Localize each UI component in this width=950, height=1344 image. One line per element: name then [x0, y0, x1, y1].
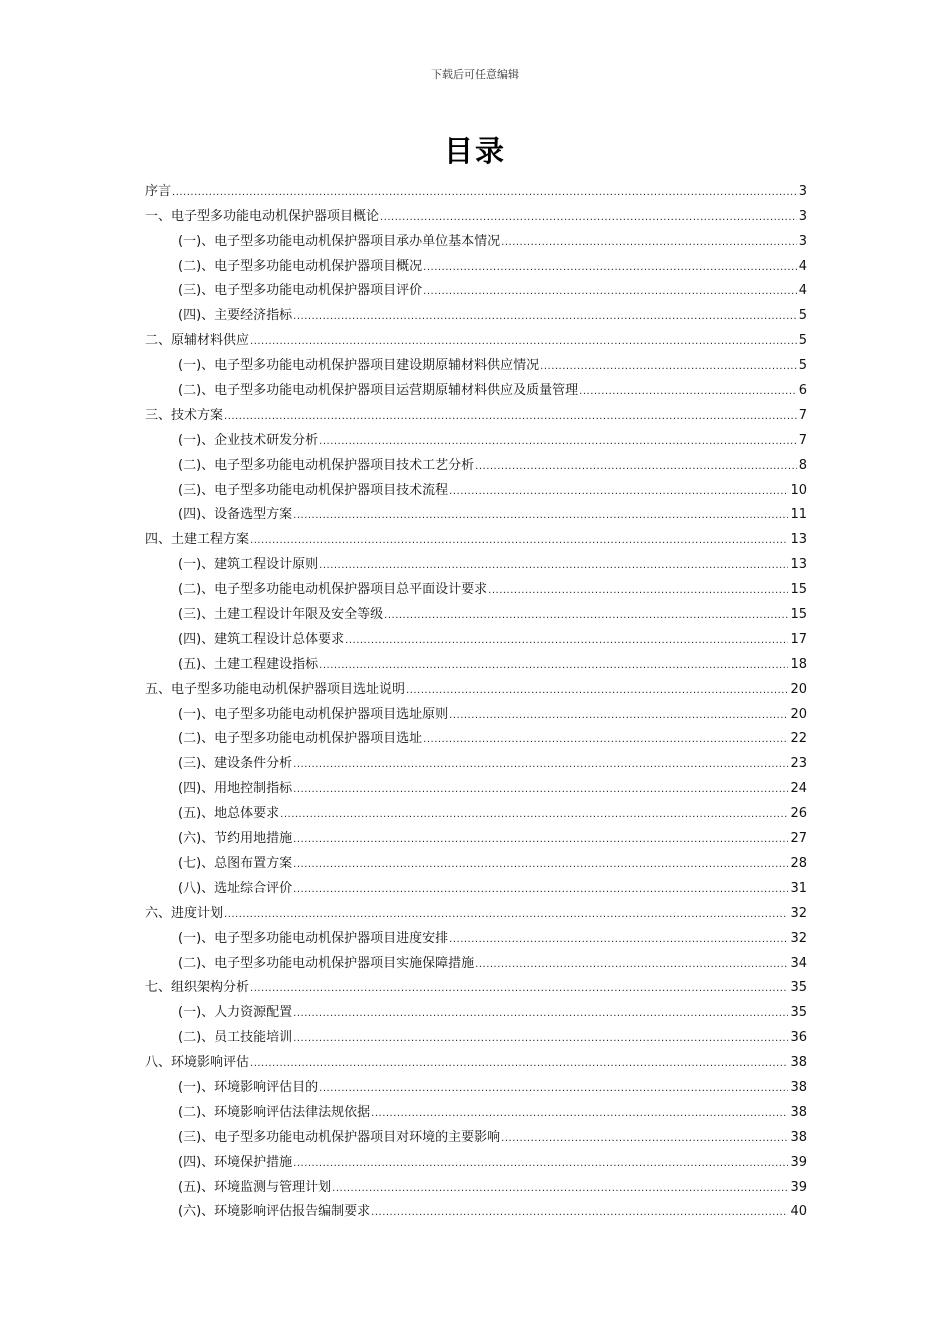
toc-entry-label[interactable]: 序言 — [145, 183, 172, 199]
toc-entry-label[interactable]: (二)、环境影响评估法律法规依据 — [178, 1104, 371, 1120]
toc-entry-page-number[interactable]: 18 — [790, 656, 807, 672]
toc-dot-leader — [384, 609, 788, 623]
toc-entry-subsection[interactable] — [145, 724, 807, 749]
toc-dot-leader — [250, 534, 788, 548]
toc-dot-leader — [371, 1107, 788, 1121]
toc-entry-label[interactable]: 六、进度计划 — [145, 905, 224, 921]
toc-entry-page-number[interactable]: 6 — [798, 383, 807, 399]
toc-entry-page-number[interactable]: 36 — [790, 1030, 807, 1046]
toc-entry-subsection[interactable] — [145, 997, 807, 1022]
toc-entry-label[interactable]: 四、土建工程方案 — [145, 532, 250, 548]
toc-entry-label[interactable]: (二)、电子型多功能电动机保护器项目运营期原辅材料供应及质量管理 — [178, 383, 579, 399]
toc-dot-leader — [319, 559, 788, 573]
toc-entry-subsection[interactable] — [145, 1147, 807, 1172]
toc-dot-leader — [293, 783, 788, 797]
toc-entry-section[interactable] — [145, 898, 807, 923]
toc-entry-page-number[interactable]: 5 — [798, 333, 807, 349]
toc-entry-page-number[interactable]: 7 — [798, 407, 807, 423]
toc-entry-page-number[interactable]: 38 — [790, 1055, 807, 1071]
toc-dot-leader — [345, 634, 788, 648]
toc-dot-leader — [293, 858, 788, 872]
toc-dot-leader — [423, 285, 797, 299]
toc-dot-leader — [250, 982, 788, 996]
toc-dot-leader — [423, 261, 797, 275]
toc-entry-page-number[interactable]: 28 — [790, 855, 807, 871]
toc-entry-page-number[interactable]: 3 — [798, 208, 807, 224]
toc-entry-label[interactable]: (四)、主要经济指标 — [178, 308, 293, 324]
toc-entry-label[interactable]: (五)、地总体要求 — [178, 806, 280, 822]
toc-entry-page-number[interactable]: 31 — [790, 880, 807, 896]
toc-dot-leader — [293, 833, 788, 847]
toc-entry-label[interactable]: (二)、电子型多功能电动机保护器项目实施保障措施 — [178, 955, 475, 971]
toc-dot-leader — [293, 758, 788, 772]
toc-dot-leader — [224, 410, 797, 424]
toc-entry-subsection[interactable] — [145, 500, 807, 525]
toc-entry-page-number[interactable]: 26 — [790, 806, 807, 822]
toc-entry-label[interactable]: (一)、电子型多功能电动机保护器项目承办单位基本情况 — [178, 233, 501, 249]
toc-entry-page-number[interactable]: 4 — [798, 283, 807, 299]
toc-entry-label[interactable]: (三)、建设条件分析 — [178, 756, 293, 772]
toc-entry-label[interactable]: (二)、电子型多功能电动机保护器项目技术工艺分析 — [178, 457, 475, 473]
toc-dot-leader — [579, 385, 797, 399]
toc-entry-page-number[interactable]: 20 — [790, 681, 807, 697]
toc-entry-section[interactable] — [145, 325, 807, 350]
toc-entry-page-number[interactable]: 40 — [790, 1204, 807, 1220]
toc-dot-leader — [319, 435, 797, 449]
toc-entry-subsection[interactable] — [145, 1072, 807, 1097]
toc-entry-subsection[interactable] — [145, 1197, 807, 1222]
toc-entry-subsection[interactable] — [145, 251, 807, 276]
toc-entry-label[interactable]: (三)、电子型多功能电动机保护器项目技术流程 — [178, 482, 449, 498]
toc-entry-label[interactable]: (二)、电子型多功能电动机保护器项目选址 — [178, 731, 423, 747]
toc-entry-page-number[interactable]: 4 — [798, 258, 807, 274]
toc-entry-page-number[interactable]: 35 — [790, 1005, 807, 1021]
toc-dot-leader — [449, 485, 788, 499]
toc-dot-leader — [293, 883, 788, 897]
toc-entry-subsection[interactable] — [145, 375, 807, 400]
toc-title: 目录 — [443, 134, 506, 168]
header-note: 下载后可任意编辑 — [431, 68, 519, 81]
toc-entry-subsection[interactable] — [145, 599, 807, 624]
toc-entry-page-number[interactable]: 10 — [790, 482, 807, 498]
toc-entry-label[interactable]: (二)、电子型多功能电动机保护器项目总平面设计要求 — [178, 582, 488, 598]
toc-entry-subsection[interactable] — [145, 873, 807, 898]
toc-entry-label[interactable]: (六)、节约用地措施 — [178, 831, 293, 847]
toc-entry-page-number[interactable]: 15 — [790, 582, 807, 598]
toc-dot-leader — [380, 211, 797, 225]
toc-list — [145, 176, 807, 1221]
toc-dot-leader — [319, 1082, 788, 1096]
toc-entry-subsection[interactable] — [145, 450, 807, 475]
toc-entry-subsection[interactable] — [145, 948, 807, 973]
toc-entry-section[interactable] — [145, 400, 807, 425]
toc-entry-subsection[interactable] — [145, 425, 807, 450]
toc-entry-label[interactable]: (二)、电子型多功能电动机保护器项目概况 — [178, 258, 423, 274]
toc-dot-leader — [332, 1182, 788, 1196]
toc-entry-label[interactable]: (一)、电子型多功能电动机保护器项目进度安排 — [178, 930, 449, 946]
toc-entry-subsection[interactable] — [145, 549, 807, 574]
toc-dot-leader — [406, 684, 788, 698]
toc-entry-label[interactable]: (四)、环境保护措施 — [178, 1154, 293, 1170]
toc-entry-label[interactable]: (三)、电子型多功能电动机保护器项目对环境的主要影响 — [178, 1129, 501, 1145]
toc-entry-page-number[interactable]: 8 — [798, 457, 807, 473]
toc-entry-subsection[interactable] — [145, 848, 807, 873]
toc-entry-page-number[interactable]: 32 — [790, 930, 807, 946]
toc-entry-label[interactable]: (二)、员工技能培训 — [178, 1030, 293, 1046]
toc-entry-page-number[interactable]: 3 — [798, 183, 807, 199]
toc-entry-page-number[interactable]: 39 — [790, 1179, 807, 1195]
toc-entry-subsection[interactable] — [145, 1022, 807, 1047]
toc-entry-subsection[interactable] — [145, 699, 807, 724]
toc-entry-page-number[interactable]: 38 — [790, 1079, 807, 1095]
toc-entry-label[interactable]: (四)、用地控制指标 — [178, 781, 293, 797]
toc-dot-leader — [501, 1132, 788, 1146]
toc-entry-label[interactable]: (一)、电子型多功能电动机保护器项目建设期原辅材料供应情况 — [178, 358, 540, 374]
toc-entry-page-number[interactable]: 39 — [790, 1154, 807, 1170]
toc-entry-section[interactable] — [145, 674, 807, 699]
toc-dot-leader — [293, 310, 797, 324]
toc-entry-page-number[interactable]: 7 — [798, 432, 807, 448]
toc-dot-leader — [172, 186, 797, 200]
toc-entry-subsection[interactable] — [145, 1097, 807, 1122]
toc-dot-leader — [293, 509, 788, 523]
toc-dot-leader — [475, 958, 788, 972]
toc-entry-label[interactable]: (三)、电子型多功能电动机保护器项目评价 — [178, 283, 423, 299]
toc-entry-label[interactable]: (五)、土建工程建设指标 — [178, 656, 319, 672]
toc-entry-subsection[interactable] — [145, 773, 807, 798]
toc-entry-subsection[interactable] — [145, 748, 807, 773]
toc-dot-leader — [449, 933, 788, 947]
toc-entry-subsection[interactable] — [145, 823, 807, 848]
toc-entry-subsection[interactable] — [145, 798, 807, 823]
toc-entry-label[interactable]: (四)、建筑工程设计总体要求 — [178, 631, 345, 647]
toc-entry-label[interactable]: (六)、环境影响评估报告编制要求 — [178, 1204, 371, 1220]
toc-dot-leader — [293, 1157, 788, 1171]
toc-entry-section[interactable] — [145, 1047, 807, 1072]
toc-entry-page-number[interactable]: 15 — [790, 607, 807, 623]
toc-entry-label[interactable]: (四)、设备选型方案 — [178, 507, 293, 523]
toc-entry-label[interactable]: (一)、建筑工程设计原则 — [178, 557, 319, 573]
toc-entry-section[interactable] — [145, 973, 807, 998]
toc-entry-section[interactable] — [145, 201, 807, 226]
toc-entry-label[interactable]: (一)、人力资源配置 — [178, 1005, 293, 1021]
toc-entry-page-number[interactable]: 17 — [790, 631, 807, 647]
toc-entry-label[interactable]: 三、技术方案 — [145, 407, 224, 423]
toc-dot-leader — [250, 335, 797, 349]
toc-entry-subsection[interactable] — [145, 649, 807, 674]
toc-entry-label[interactable]: (一)、企业技术研发分析 — [178, 432, 319, 448]
toc-entry-page-number[interactable]: 20 — [790, 706, 807, 722]
toc-entry-subsection[interactable] — [145, 1122, 807, 1147]
toc-entry-subsection[interactable] — [145, 1172, 807, 1197]
toc-entry-subsection[interactable] — [145, 475, 807, 500]
toc-dot-leader — [319, 659, 788, 673]
toc-entry-subsection[interactable] — [145, 300, 807, 325]
toc-entry-page-number[interactable]: 23 — [790, 756, 807, 772]
toc-entry-page-number[interactable]: 13 — [790, 532, 807, 548]
toc-dot-leader — [224, 908, 788, 922]
toc-entry-page-number[interactable]: 38 — [790, 1129, 807, 1145]
toc-entry-page-number[interactable]: 34 — [790, 955, 807, 971]
toc-entry-label[interactable]: 七、组织架构分析 — [145, 980, 250, 996]
toc-entry-page-number[interactable]: 27 — [790, 831, 807, 847]
toc-entry-page-number[interactable]: 32 — [790, 905, 807, 921]
toc-dot-leader — [280, 808, 788, 822]
toc-entry-label[interactable]: 一、电子型多功能电动机保护器项目概论 — [145, 208, 380, 224]
toc-entry-page-number[interactable]: 5 — [798, 308, 807, 324]
toc-entry-page-number[interactable]: 11 — [790, 507, 807, 523]
toc-entry-page-number[interactable]: 24 — [790, 781, 807, 797]
toc-entry-label[interactable]: (八)、选址综合评价 — [178, 880, 293, 896]
toc-entry-page-number[interactable]: 35 — [790, 980, 807, 996]
toc-dot-leader — [449, 709, 788, 723]
toc-entry-page-number[interactable]: 5 — [798, 358, 807, 374]
toc-dot-leader — [475, 460, 797, 474]
toc-entry-subsection[interactable] — [145, 276, 807, 301]
toc-dot-leader — [293, 1007, 788, 1021]
toc-entry-subsection[interactable] — [145, 226, 807, 251]
toc-entry-label[interactable]: (一)、环境影响评估目的 — [178, 1079, 319, 1095]
toc-dot-leader — [540, 360, 797, 374]
toc-entry-subsection[interactable] — [145, 624, 807, 649]
toc-dot-leader — [371, 1206, 788, 1220]
toc-entry-label[interactable]: (五)、环境监测与管理计划 — [178, 1179, 332, 1195]
toc-entry-label[interactable]: 五、电子型多功能电动机保护器项目选址说明 — [145, 681, 406, 697]
toc-entry-page-number[interactable]: 3 — [798, 233, 807, 249]
toc-entry-subsection[interactable] — [145, 574, 807, 599]
toc-entry-label[interactable]: 二、原辅材料供应 — [145, 333, 250, 349]
toc-dot-leader — [293, 1032, 788, 1046]
toc-entry-page-number[interactable]: 38 — [790, 1104, 807, 1120]
toc-entry-subsection[interactable] — [145, 350, 807, 375]
toc-entry-page-number[interactable]: 22 — [790, 731, 807, 747]
toc-entry-subsection[interactable] — [145, 923, 807, 948]
toc-entry-label[interactable]: (七)、总图布置方案 — [178, 855, 293, 871]
toc-entry-label[interactable]: (三)、土建工程设计年限及安全等级 — [178, 607, 384, 623]
toc-dot-leader — [488, 584, 788, 598]
toc-dot-leader — [423, 733, 788, 747]
toc-entry-section[interactable] — [145, 176, 807, 201]
toc-dot-leader — [501, 236, 797, 250]
toc-entry-label[interactable]: 八、环境影响评估 — [145, 1055, 250, 1071]
toc-entry-page-number[interactable]: 13 — [790, 557, 807, 573]
toc-entry-label[interactable]: (一)、电子型多功能电动机保护器项目选址原则 — [178, 706, 449, 722]
toc-entry-section[interactable] — [145, 524, 807, 549]
toc-dot-leader — [250, 1057, 788, 1071]
